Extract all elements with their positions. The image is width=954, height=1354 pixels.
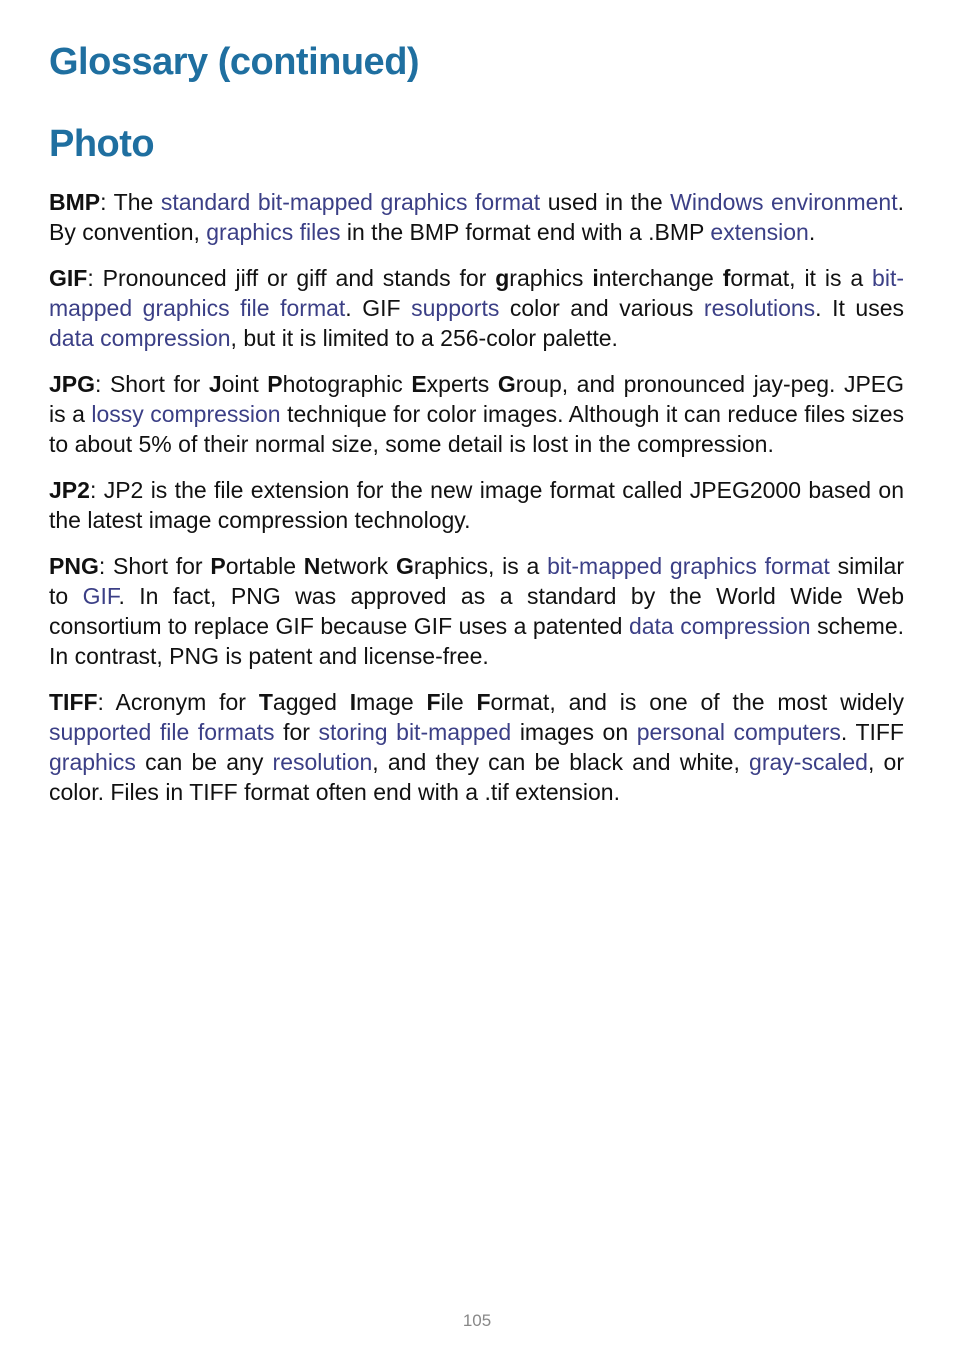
link-data-compression[interactable]: data compression: [628, 613, 811, 639]
link-gray-scaled[interactable]: gray-scaled: [749, 749, 868, 775]
link-supports[interactable]: supports: [411, 295, 500, 321]
entry-text: , or color. Files in TIFF format often end with a .tif extension.: [49, 749, 904, 805]
glossary-entry-bmp: [49, 187, 904, 247]
entry-text: . By convention,: [49, 189, 904, 245]
entry-text: ortable: [225, 553, 304, 579]
term-bmp: BMP: [49, 189, 101, 215]
term-gif: GIF: [49, 265, 88, 291]
entry-text: : Pronounced jiff or giff and stands for: [87, 265, 496, 291]
glossary-content: [49, 187, 904, 823]
entry-text: can be any: [135, 749, 273, 775]
entry-text: oint: [221, 371, 268, 397]
link-gif[interactable]: GIF: [82, 583, 119, 609]
entry-text: images on: [511, 719, 637, 745]
entry-text: . TIFF: [840, 719, 904, 745]
acronym-letter: N: [303, 553, 321, 579]
entry-text: ormat, and is one of the most widely: [490, 689, 905, 715]
acronym-letter: f: [722, 265, 731, 291]
link-windows-environment[interactable]: Windows environment: [670, 189, 898, 215]
acronym-letter: E: [411, 371, 427, 397]
link-bit-mapped-graphics-format[interactable]: bit-mapped graphics format: [547, 553, 830, 579]
glossary-entry-png: [49, 551, 904, 671]
entry-text: hotographic: [282, 371, 412, 397]
entry-text: raphics: [509, 265, 593, 291]
entry-text: nterchange: [598, 265, 723, 291]
link-graphics-files[interactable]: graphics files: [206, 219, 341, 245]
glossary-entry-tiff: [49, 687, 904, 807]
entry-text: : JP2 is the file extension for the new image format called JPEG2000 based on the latest image compression technology.: [49, 477, 904, 533]
entry-text: color and various: [499, 295, 704, 321]
entry-text: mage: [356, 689, 427, 715]
acronym-letter: F: [476, 689, 491, 715]
link-resolutions[interactable]: resolutions: [703, 295, 816, 321]
entry-text: in the BMP format end with a .BMP: [340, 219, 711, 245]
link-personal-computers[interactable]: personal computers: [636, 719, 841, 745]
entry-text: : The: [100, 189, 161, 215]
term-tiff: TIFF: [49, 689, 98, 715]
entry-text: similar to: [49, 553, 905, 609]
entry-text: raphics, is a: [413, 553, 548, 579]
link-data-compression[interactable]: data compression: [49, 325, 231, 351]
acronym-letter: F: [426, 689, 441, 715]
term-png: PNG: [49, 553, 99, 579]
link-graphics[interactable]: graphics: [49, 749, 136, 775]
entry-text: . It uses: [815, 295, 905, 321]
link-resolution[interactable]: resolution: [272, 749, 373, 775]
entry-text: for: [274, 719, 319, 745]
acronym-letter: J: [208, 371, 222, 397]
entry-text: xperts: [426, 371, 498, 397]
acronym-letter: I: [349, 689, 357, 715]
glossary-entry-jp2: [49, 475, 904, 535]
acronym-letter: i: [592, 265, 599, 291]
entry-text: : Short for: [98, 553, 211, 579]
entry-text: .: [808, 219, 816, 245]
link-supported-file-formats[interactable]: supported file formats: [49, 719, 275, 745]
entry-text: : Acronym for: [97, 689, 259, 715]
acronym-letter: G: [395, 553, 414, 579]
acronym-letter: G: [497, 371, 516, 397]
acronym-letter: T: [258, 689, 273, 715]
entry-text: scheme. In contrast, PNG is patent and license-free.: [49, 613, 904, 669]
entry-text: used in the: [540, 189, 671, 215]
link-standard-bit-mapped-graphics-format[interactable]: standard bit-mapped graphics format: [160, 189, 541, 215]
link-bit-mapped-graphics-file-format[interactable]: bit-mapped graphics file format: [49, 265, 904, 321]
link-storing-bit-mapped[interactable]: storing bit-mapped: [318, 719, 512, 745]
page-number: 105: [462, 1311, 492, 1330]
entry-text: roup, and pronounced jay-peg. JPEG is a: [49, 371, 905, 427]
glossary-entry-gif: [49, 263, 904, 353]
entry-text: etwork: [320, 553, 396, 579]
entry-text: ormat, it is a: [730, 265, 873, 291]
entry-text: , but it is limited to a 256-color palette.: [230, 325, 618, 351]
link-extension[interactable]: extension: [710, 219, 809, 245]
acronym-letter: g: [495, 265, 510, 291]
acronym-letter: P: [267, 371, 283, 397]
link-lossy-compression[interactable]: lossy compression: [91, 401, 281, 427]
term-jp2: JP2: [49, 477, 90, 503]
entry-text: . GIF: [345, 295, 412, 321]
glossary-entry-jpg: [49, 369, 904, 459]
term-jpg: JPG: [49, 371, 96, 397]
entry-text: technique for color images. Although it can reduce files sizes to about 5% of their normal size, some detail is lost in the compression.: [49, 401, 904, 457]
entry-text: . In fact, PNG was approved as a standard by the World Wide Web consortium to replace GIF because GIF uses a patented: [49, 583, 904, 639]
acronym-letter: P: [210, 553, 226, 579]
section-title: Photo: [49, 123, 155, 165]
entry-text: agged: [272, 689, 350, 715]
page-title: Glossary (continued): [49, 41, 420, 83]
entry-text: ile: [440, 689, 477, 715]
entry-text: : Short for: [95, 371, 209, 397]
entry-text: , and they can be black and white,: [372, 749, 750, 775]
